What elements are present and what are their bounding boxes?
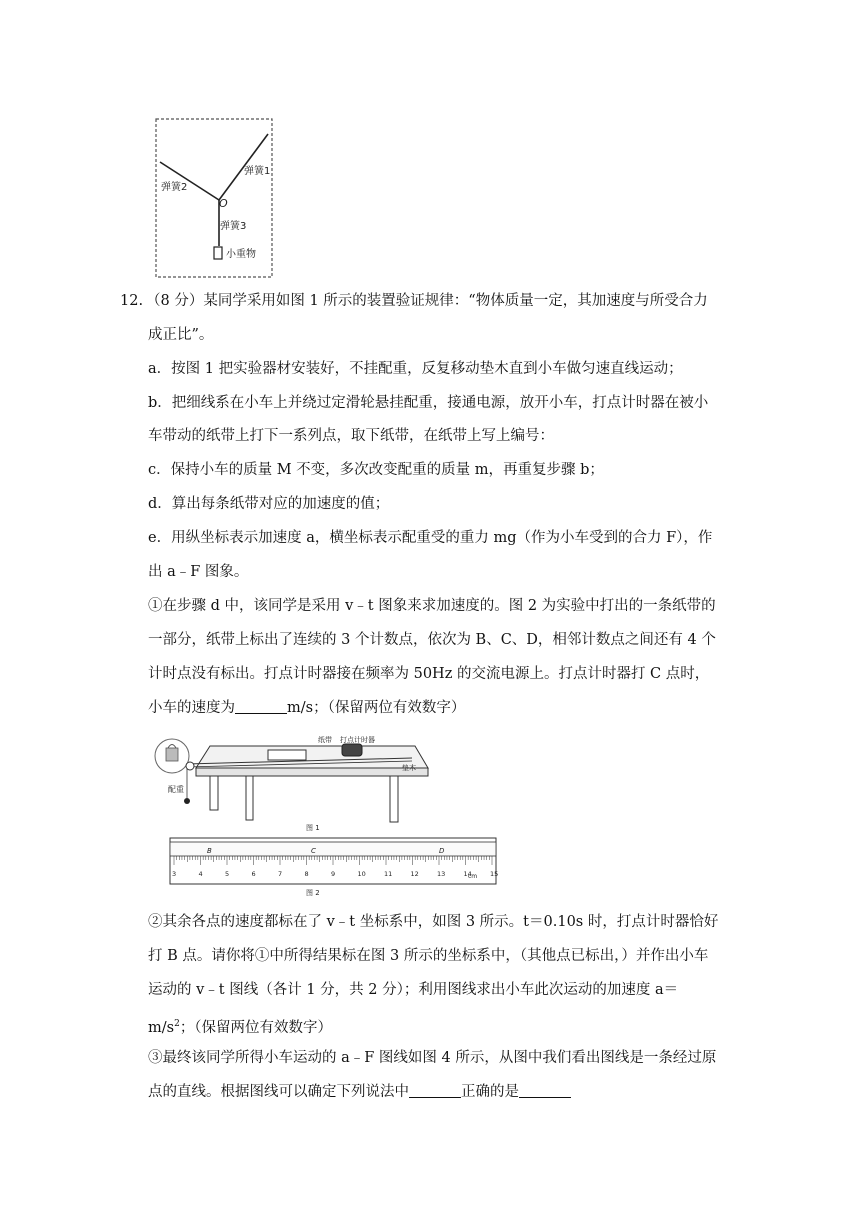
part1-line-2: 一部分，纸带上标出了连续的 3 个计数点，依次为 B、C、D，相邻计数点之间还有 4 个 <box>148 632 716 648</box>
tape-point-d: D <box>439 847 445 855</box>
spring2-label: 弹簧2 <box>161 182 188 193</box>
part3-text-b: 正确的是 <box>461 1084 519 1100</box>
ruler-number: 4 <box>198 870 203 878</box>
part1-line-4 <box>148 698 465 718</box>
step-d: d．算出每条纸带对应的加速度的值； <box>148 496 390 512</box>
tape-point-c: C <box>311 847 316 855</box>
ruler-number: 13 <box>437 870 446 878</box>
step-e-1: e．用纵坐标表示加速度 a，横坐标表示配重受的重力 mg（作为小车受到的合力 F），作 <box>148 530 713 546</box>
question-line-2: 成正比”。 <box>148 327 214 343</box>
step-b-1: b．把细线系在小车上并绕过定滑轮悬挂配重，接通电源，放开小车，打点计时器在被小 <box>148 395 709 411</box>
answer-blank-1[interactable] <box>409 1083 461 1098</box>
table-leg <box>390 776 398 822</box>
table-leg <box>246 776 253 820</box>
ruler-number: 10 <box>357 870 366 878</box>
cart <box>268 750 306 760</box>
part1-line-3: 计时点没有标出。打点计时器接在频率为 50Hz 的交流电源上。打点计时器打 C 点时， <box>148 666 710 682</box>
part3-line-1: ③最终该同学所得小车运动的 a﹣F 图线如图 4 所示，从图中我们看出图线是一条经过原 <box>148 1050 717 1066</box>
answer-blank-2[interactable] <box>519 1083 571 1098</box>
ruler-number: 14 <box>463 870 472 878</box>
tape-point-b: B <box>207 847 212 855</box>
ruler-number: 15 <box>490 870 499 878</box>
step-b-2: 车带动的纸带上打下一系列点，取下纸带，在纸带上写上编号： <box>148 428 554 444</box>
spring-diagram-figure <box>155 118 273 278</box>
part1-text-before: 小车的速度为 <box>148 700 235 716</box>
part3-line-2 <box>148 1082 571 1102</box>
caption-2: 图 2 <box>306 889 320 897</box>
paper-tape-label: 纸带 <box>318 736 332 744</box>
table-leg <box>210 776 218 810</box>
step-a: a．按图 1 把实验器材安装好，不挂配重，反复移动垫木直到小车做匀速直线运动； <box>148 361 683 377</box>
part3-text-a: 点的直线。根据图线可以确定下列说法中 <box>148 1084 409 1100</box>
weight-label-fig: 配重 <box>168 785 184 794</box>
ruler-number: 8 <box>304 870 309 878</box>
ruler-number: 11 <box>384 870 393 878</box>
answer-blank-velocity[interactable] <box>235 699 287 714</box>
ruler-number: 12 <box>410 870 419 878</box>
table-top <box>196 746 428 768</box>
ruler-number: 7 <box>278 870 283 878</box>
wood-block-label: 垫木 <box>402 764 416 772</box>
part1-line-1: ①在步骤 d 中，该同学是采用 v﹣t 图象来求加速度的。图 2 为实验中打出的一条纸带的 <box>148 598 716 614</box>
unit-text: m/s <box>148 1019 175 1036</box>
spring3-label: 弹簧3 <box>220 221 247 232</box>
caption-1: 图 1 <box>306 824 320 832</box>
ruler-number: 6 <box>251 870 256 878</box>
part2-line-1: ②其余各点的速度都标在了 v﹣t 坐标系中，如图 3 所示。t＝0.10s 时，打点计时器恰好 <box>148 914 719 930</box>
ruler-number: 9 <box>331 870 336 878</box>
step-e-2: 出 a﹣F 图象。 <box>148 564 249 580</box>
weight-label: 小重物 <box>226 249 256 260</box>
weight-box <box>214 247 222 259</box>
weight-hanging <box>184 798 190 804</box>
unit-after: ；（保留两位有效数字） <box>179 1019 333 1036</box>
step-c: c．保持小车的质量 M 不变，多次改变配重的质量 m，再重复步骤 b； <box>148 462 604 478</box>
timer-label: 打点计时器 <box>340 736 375 744</box>
spring1-label: 弹簧1 <box>244 166 271 177</box>
ruler-number: 3 <box>172 870 177 878</box>
point-o-label: O <box>219 197 228 210</box>
question-line-1: （8 分）某同学采用如图 1 所示的装置验证规律：“物体质量一定，其加速度与所受合力 <box>146 293 708 309</box>
question-number: 12. <box>120 293 144 309</box>
apparatus-and-tape-figure <box>150 736 500 898</box>
ruler-number: 5 <box>225 870 230 878</box>
spring2-line <box>160 162 219 200</box>
paper-tape <box>170 842 496 856</box>
part2-line-2: 打 B 点。请你将①中所得结果标在图 3 所示的坐标系中，（其他点已标出，）并作出小车 <box>148 948 709 964</box>
part2-line-4 <box>148 1014 332 1038</box>
part2-line-3: 运动的 v﹣t 图线（各计 1 分，共 2 分）；利用图线求出小车此次运动的加速度 a＝ <box>148 982 679 998</box>
unit-sup: 2 <box>174 1019 180 1029</box>
timer <box>342 744 362 756</box>
part1-text-after: m/s；（保留两位有效数字） <box>287 700 466 716</box>
unit-cm: cm <box>468 873 478 880</box>
